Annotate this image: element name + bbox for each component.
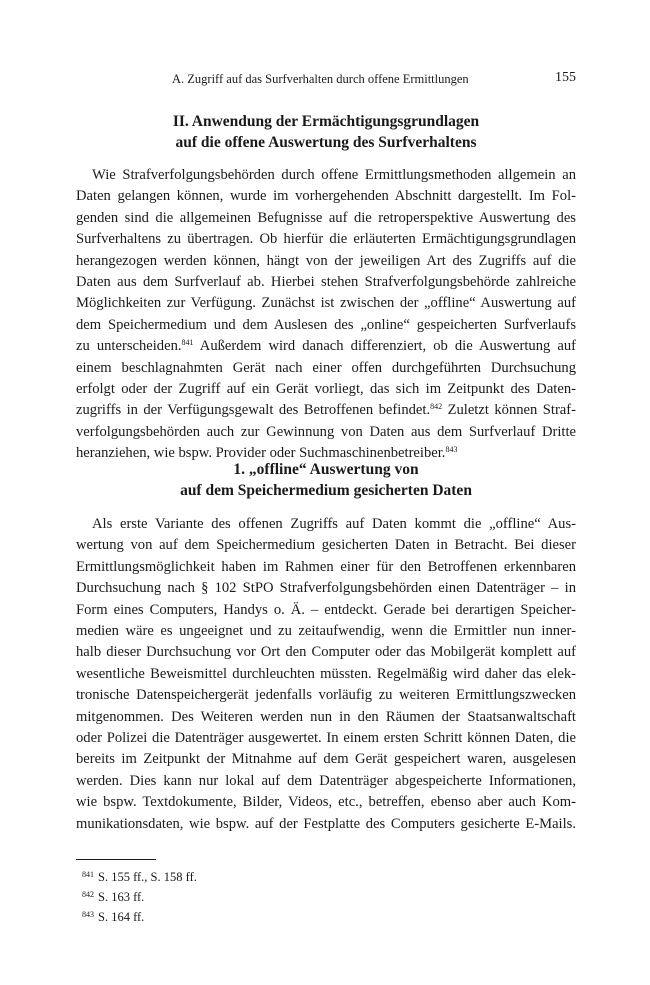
paragraph-2-line: tronische Datenspeichergerät jedenfalls vorläufig zu weiteren Ermittlungszwecken xyxy=(76,687,576,704)
footnotes xyxy=(82,866,197,926)
footnote-mark: 843 xyxy=(82,910,94,919)
running-head-title: A. Zugriff auf das Surfverhalten durch offene Ermittlungen xyxy=(172,72,469,86)
section-heading-line-1: II. Anwendung der Ermächtigungsgrundlagen xyxy=(172,113,480,130)
line-text: zugriffs in der Verfügungsgewalt des Betroffenen befindet. xyxy=(76,402,431,419)
paragraph-2-line: wesentliche Beweismittel durchleuchten müssten. Regelmäßig wird daher das elek- xyxy=(76,665,576,682)
subsection-heading-line-2: auf dem Speichermedium gesicherten Daten xyxy=(180,482,472,499)
paragraph-1-line: erfolgt oder der Zugriff auf ein Gerät vorliegt, das sich im Zeitpunkt des Daten- xyxy=(76,381,576,398)
subsection-heading-line-1: 1. „offline“ Auswertung von xyxy=(233,461,419,478)
paragraph-2 xyxy=(76,514,576,835)
footnote-ref-842[interactable]: 842 xyxy=(430,402,443,412)
paragraph-1-line: Daten aus dem Surfverlauf ab. Hierbei stehen Strafverfolgungsbehörde zahlreiche xyxy=(76,274,576,291)
paragraph-1 xyxy=(76,165,576,465)
paragraph-1-line: dem Speichermedium und dem Auslesen des „online“ gespeicherten Surfverlaufs xyxy=(76,316,576,333)
page-number: 155 xyxy=(555,70,576,85)
paragraph-2-line: werden. Dies kann nur lokal auf dem Datenträger abgespeicherte Informationen, xyxy=(76,772,576,789)
paragraph-1-line: verfolgungsbehörden auch zur Gewinnung von Daten aus dem Surfverlauf Dritte xyxy=(76,423,576,440)
paragraph-1-line: einem beschlagnahmten Gerät nach einer offen durchgeführten Durchsuchung xyxy=(76,359,576,376)
footnote-ref-841[interactable]: 841 xyxy=(181,338,194,348)
paragraph-2-line: oder Polizei die Datenträger ausgewertet. In einem ersten Schritt können Daten, die xyxy=(76,730,576,747)
paragraph-1-line: genden sind die allgemeinen Befugnisse auf die retroperspektive Auswertung des xyxy=(76,209,576,226)
line-text: zu unterscheiden. xyxy=(76,338,182,355)
paragraph-1-line: herangezogen werden können, hängt von der jeweiligen Art des Zugriffs auf die xyxy=(76,252,576,269)
footnote-text: S. 155 ff., S. 158 ff. xyxy=(98,870,197,884)
footnote-divider xyxy=(76,859,156,860)
section-heading xyxy=(76,111,576,153)
subsection-heading xyxy=(76,459,576,501)
paragraph-1-line: Wie Strafverfolgungsbehörden durch offene Ermittlungsmethoden allgemein an xyxy=(92,167,576,183)
paragraph-2-line: Durchsuchung nach § 102 StPO Strafverfolgungsbehörden einen Datenträger – in xyxy=(76,580,576,597)
paragraph-2-line: Als erste Variante des offenen Zugriffs auf Daten kommt die „offline“ Aus- xyxy=(92,516,576,532)
footnote-text: S. 163 ff. xyxy=(98,890,145,904)
footnote-841 xyxy=(82,866,197,886)
paragraph-1-line: Daten gelangen können, wurde im vorhergehenden Abschnitt dargestellt. Im Fol- xyxy=(76,188,576,205)
paragraph-2-line: halb dieser Durchsuchung vor Ort den Computer oder das Mobilgerät komplett auf xyxy=(76,644,576,661)
paragraph-1-line xyxy=(76,400,576,421)
paragraph-2-line: mitgenommen. Des Weiteren werden nun in den Räumen der Staatsanwaltschaft xyxy=(76,708,576,725)
footnote-text: S. 164 ff. xyxy=(98,910,145,924)
paragraph-2-line: bereits im Zeitpunkt der Mitnahme auf dem Gerät gespeichert waren, ausgelesen xyxy=(76,751,576,768)
paragraph-1-line: Möglichkeiten zur Verfügung. Zunächst ist zwischen der „offline“ Auswertung auf xyxy=(76,295,576,312)
line-text: Außerdem wird danach differenziert, ob die Auswertung auf xyxy=(193,338,576,355)
footnote-mark: 841 xyxy=(82,870,94,879)
paragraph-2-line: wie bspw. Textdokumente, Bilder, Videos, etc., betreffen, ebenso aber auch Kom- xyxy=(76,794,576,811)
paragraph-2-line: munikationsdaten, wie bspw. auf der Festplatte des Computers gesicherte E-Mails. xyxy=(76,815,576,832)
section-heading-line-2: auf die offene Auswertung des Surfverhaltens xyxy=(175,134,477,151)
paragraph-2-line: Ermittlungsmöglichkeit haben im Rahmen einer für den Betroffenen erkennbaren xyxy=(76,558,576,575)
footnote-842 xyxy=(82,886,197,906)
paragraph-2-line: wertung von auf dem Speichermedium gesicherten Daten in Betracht. Bei dieser xyxy=(76,537,576,554)
line-text: Zuletzt können Straf- xyxy=(442,402,576,419)
footnote-843 xyxy=(82,906,197,926)
paragraph-1-line: Surfverhaltens zu übertragen. Ob hierfür die erläuterten Ermächtigungsgrundlagen xyxy=(76,231,576,248)
paragraph-1-line xyxy=(76,336,576,357)
footnote-ref-843[interactable]: 843 xyxy=(445,445,458,455)
line-text: heranziehen, wie bspw. Provider oder Suchmaschinenbetreiber. xyxy=(76,445,446,462)
footnote-mark: 842 xyxy=(82,890,94,899)
paragraph-2-line: Form eines Computers, Handys o. Ä. – entdeckt. Gerade bei derartigen Speicher- xyxy=(76,601,576,618)
paragraph-2-line: medien wäre es ungeeignet und zu zeitaufwendig, wenn die Ermittler nun inner- xyxy=(76,623,576,640)
